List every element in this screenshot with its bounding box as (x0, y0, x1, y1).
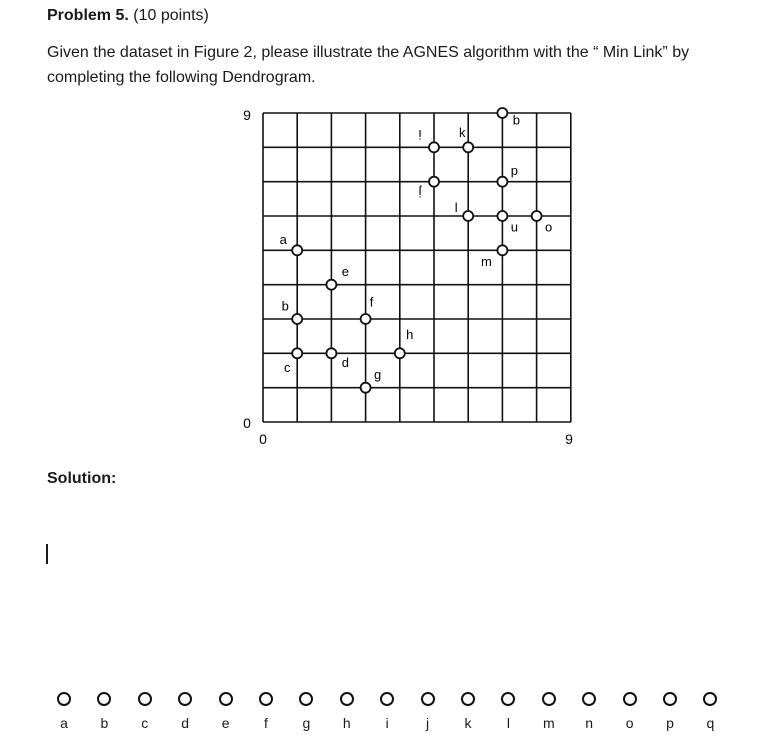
data-point-m (497, 245, 507, 255)
data-point-e (326, 280, 336, 290)
leaf-b (92, 688, 116, 731)
data-point-label-i: i (418, 126, 422, 142)
solution-label: Solution: (47, 470, 117, 487)
leaf-g (294, 688, 318, 731)
data-point-label-e: e (341, 264, 350, 280)
leaf-m (537, 688, 561, 731)
data-point-j (429, 177, 439, 187)
leaf-node-b (97, 692, 111, 706)
leaf-label-k: k (464, 715, 472, 731)
data-point-label-l: l (454, 199, 458, 215)
data-point-label-j: j (418, 185, 422, 201)
y-axis-max-label: 9 (243, 107, 251, 123)
leaf-label-g: g (302, 715, 311, 731)
question-line-2: completing the following Dendrogram. (47, 69, 316, 86)
data-point-c (292, 348, 302, 358)
data-point-label-f: f (369, 294, 374, 310)
y-axis-min-label: 0 (243, 415, 251, 431)
leaf-label-j: j (426, 715, 430, 731)
leaf-node-p (663, 692, 677, 706)
leaf-j (416, 688, 440, 731)
problem-points: (10 points) (133, 7, 209, 24)
data-point-label-a: a (279, 231, 287, 247)
data-point-b (292, 314, 302, 324)
leaf-node-e (219, 692, 233, 706)
leaf-label-i: i (385, 715, 389, 731)
leaf-label-l: l (506, 715, 510, 731)
leaf-node-g (299, 692, 313, 706)
data-point-d (326, 348, 336, 358)
leaf-label-c: c (141, 715, 149, 731)
data-point-f (361, 314, 371, 324)
data-point-a (292, 245, 302, 255)
leaf-o (618, 688, 642, 731)
leaf-k (456, 688, 480, 731)
data-point-label-k: k (458, 124, 466, 140)
data-point-k (463, 142, 473, 152)
leaf-label-f: f (264, 715, 268, 731)
data-point-label-m: m (480, 253, 492, 269)
leaf-node-j (421, 692, 435, 706)
leaf-label-q: q (706, 715, 715, 731)
grid-lines (263, 113, 571, 422)
dendrogram-leaves (0, 688, 768, 738)
data-point-label-h: h (406, 326, 414, 342)
x-axis-max-label: 9 (565, 431, 573, 447)
leaf-label-n: n (585, 715, 594, 731)
leaf-node-h (340, 692, 354, 706)
leaf-label-h: h (342, 715, 351, 731)
leaf-node-o (623, 692, 637, 706)
data-point-label-b: b (281, 298, 289, 314)
leaf-c (133, 688, 157, 731)
leaf-e (214, 688, 238, 731)
data-point-label-c: c (283, 359, 291, 375)
leaf-l (496, 688, 520, 731)
data-point-n (497, 211, 507, 221)
leaf-node-d (178, 692, 192, 706)
leaf-h (335, 688, 359, 731)
leaf-label-e: e (221, 715, 230, 731)
leaf-n (577, 688, 601, 731)
leaf-node-f (259, 692, 273, 706)
leaf-label-a: a (60, 715, 68, 731)
data-point-p (497, 177, 507, 187)
leaf-node-c (138, 692, 152, 706)
leaf-node-i (380, 692, 394, 706)
data-point-label-n: n (510, 221, 519, 237)
leaf-node-m (542, 692, 556, 706)
leaf-p (658, 688, 682, 731)
data-point-o (532, 211, 542, 221)
leaf-label-b: b (100, 715, 109, 731)
data-point-i (429, 142, 439, 152)
leaf-a (52, 688, 76, 731)
problem-title: Problem 5. (47, 7, 129, 24)
data-point-label-p: p (510, 163, 519, 179)
leaf-node-l (501, 692, 515, 706)
data-point-g (361, 383, 371, 393)
data-point-label-d: d (341, 354, 350, 370)
data-point-l (463, 211, 473, 221)
data-point-label-q: q (512, 114, 521, 130)
leaf-label-o: o (625, 715, 634, 731)
leaf-d (173, 688, 197, 731)
data-point-h (395, 348, 405, 358)
leaf-label-m: m (542, 715, 555, 731)
leaf-label-d: d (181, 715, 190, 731)
data-point-label-o: o (544, 219, 553, 235)
leaf-f (254, 688, 278, 731)
data-point-q (497, 108, 507, 118)
question-line-1: Given the dataset in Figure 2, please illustrate the AGNES algorithm with the “ Min Link” by (47, 44, 690, 61)
leaf-i (375, 688, 399, 731)
leaf-node-n (582, 692, 596, 706)
leaf-q (698, 688, 722, 731)
x-axis-min-label: 0 (259, 431, 267, 447)
data-point-label-g: g (373, 367, 382, 383)
leaf-node-a (57, 692, 71, 706)
text-cursor[interactable] (46, 544, 48, 564)
leaf-node-q (703, 692, 717, 706)
leaf-label-p: p (666, 715, 674, 731)
leaf-node-k (461, 692, 475, 706)
